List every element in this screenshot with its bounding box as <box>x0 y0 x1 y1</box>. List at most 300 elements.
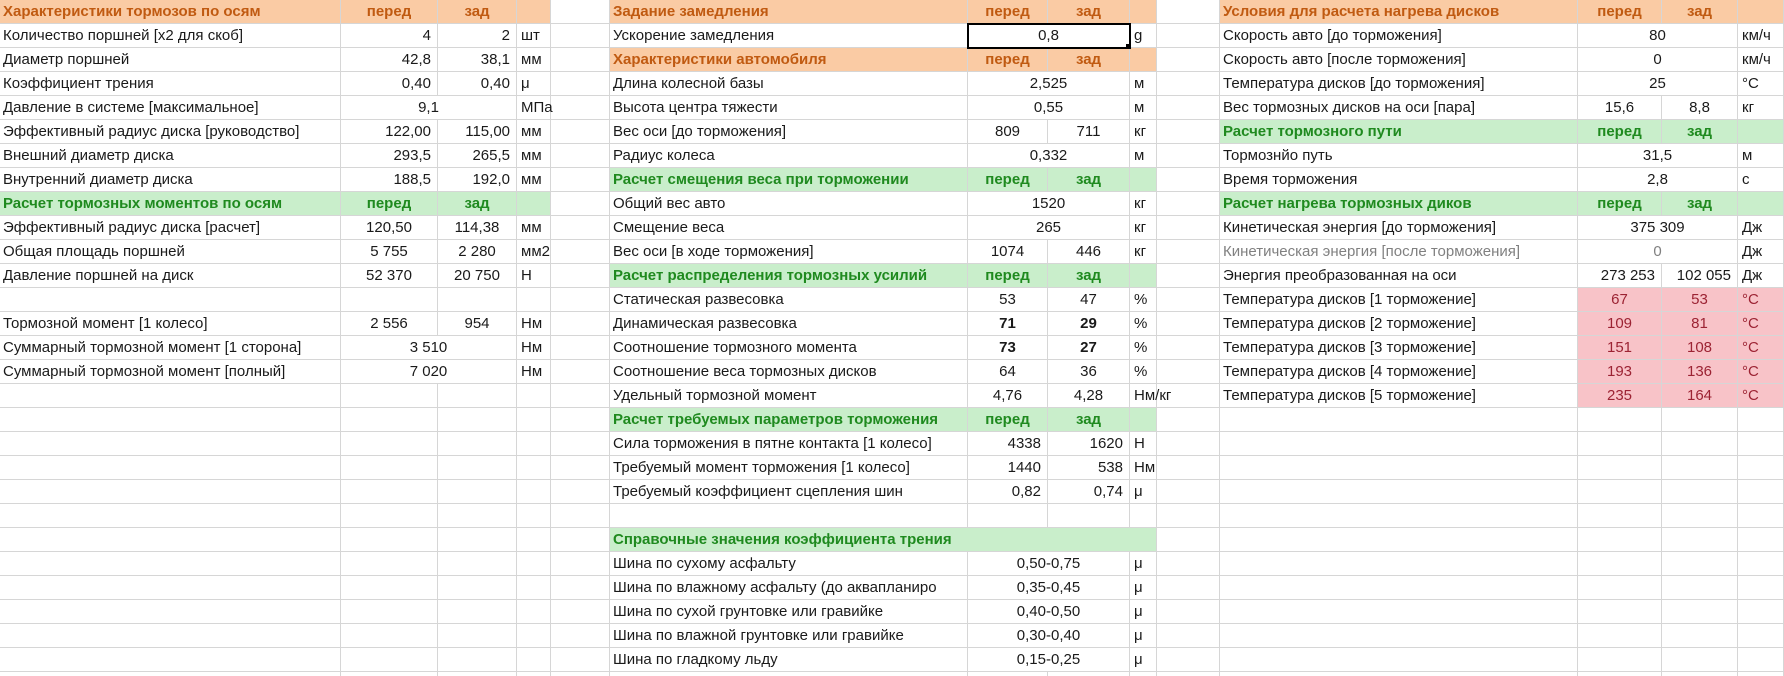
unit-cell[interactable]: кг <box>1738 96 1784 120</box>
row-label-cell[interactable]: Тормознйо путь <box>1220 144 1578 168</box>
value-merged-cell[interactable]: 265 <box>968 216 1130 240</box>
value-rear-cell[interactable]: 954 <box>438 312 517 336</box>
value-front-cell[interactable]: 4338 <box>968 432 1048 456</box>
row-label-cell[interactable]: Удельный тормозной момент <box>610 384 968 408</box>
empty-cell[interactable] <box>610 504 968 528</box>
empty-cell[interactable] <box>551 336 610 360</box>
empty-cell[interactable] <box>1157 672 1220 676</box>
unit-cell[interactable]: м <box>1130 96 1157 120</box>
value-front-cell[interactable]: 4,76 <box>968 384 1048 408</box>
value-front-cell[interactable]: 273 253 <box>1578 264 1662 288</box>
row-label-cell[interactable]: Соотношение веса тормозных дисков <box>610 360 968 384</box>
column-header-rear[interactable]: зад <box>1048 0 1130 24</box>
empty-cell[interactable] <box>1578 648 1662 672</box>
empty-cell[interactable] <box>1578 528 1662 552</box>
empty-cell[interactable] <box>1220 408 1578 432</box>
empty-cell[interactable] <box>438 600 517 624</box>
empty-cell[interactable] <box>1578 600 1662 624</box>
empty-cell[interactable] <box>341 600 438 624</box>
empty-cell[interactable] <box>1157 168 1220 192</box>
row-label-cell[interactable]: Температура дисков [5 торможение] <box>1220 384 1578 408</box>
empty-cell[interactable] <box>1578 576 1662 600</box>
empty-cell[interactable] <box>551 168 610 192</box>
empty-cell[interactable] <box>1048 504 1130 528</box>
empty-cell[interactable] <box>1662 552 1738 576</box>
empty-cell[interactable] <box>1157 576 1220 600</box>
section-header-cell[interactable]: Расчет нагрева тормозных диков <box>1220 192 1578 216</box>
empty-cell[interactable] <box>517 552 551 576</box>
section-header-cell[interactable]: Расчет распределения тормозных усилий <box>610 264 968 288</box>
empty-cell[interactable] <box>1157 648 1220 672</box>
empty-cell[interactable] <box>438 432 517 456</box>
row-label-cell[interactable]: Шина по влажной грунтовке или гравийке <box>610 624 968 648</box>
empty-cell[interactable] <box>1157 96 1220 120</box>
row-label-cell[interactable]: Общий вес авто <box>610 192 968 216</box>
empty-cell[interactable] <box>0 600 341 624</box>
empty-cell[interactable] <box>551 120 610 144</box>
row-label-cell[interactable]: Температура дисков [3 торможение] <box>1220 336 1578 360</box>
value-merged-cell[interactable]: 0 <box>1578 48 1738 72</box>
empty-cell[interactable] <box>0 480 341 504</box>
empty-cell[interactable] <box>551 528 610 552</box>
column-header-unit[interactable] <box>1130 264 1157 288</box>
empty-cell[interactable] <box>1578 432 1662 456</box>
value-front-cell[interactable]: 809 <box>968 120 1048 144</box>
value-merged-cell[interactable]: 2,8 <box>1578 168 1738 192</box>
column-header-front[interactable]: перед <box>1578 120 1662 144</box>
column-header-rear[interactable]: зад <box>438 0 517 24</box>
section-header-cell[interactable]: Задание замедления <box>610 0 968 24</box>
value-merged-cell[interactable]: 0,50-0,75 <box>968 552 1130 576</box>
row-label-cell[interactable]: Требуемый момент торможения [1 колесо] <box>610 456 968 480</box>
row-label-cell[interactable]: Эффективный радиус диска [руководство] <box>0 120 341 144</box>
row-label-cell[interactable]: Высота центра тяжести <box>610 96 968 120</box>
empty-cell[interactable] <box>341 552 438 576</box>
unit-cell[interactable]: °C <box>1738 288 1784 312</box>
empty-cell[interactable] <box>1662 432 1738 456</box>
empty-cell[interactable] <box>1157 600 1220 624</box>
empty-cell[interactable] <box>1220 576 1578 600</box>
empty-cell[interactable] <box>1157 336 1220 360</box>
unit-cell[interactable]: кг <box>1130 192 1157 216</box>
row-label-cell[interactable]: Шина по гладкому льду <box>610 648 968 672</box>
empty-cell[interactable] <box>1157 504 1220 528</box>
empty-cell[interactable] <box>1578 552 1662 576</box>
value-rear-cell[interactable]: 4,28 <box>1048 384 1130 408</box>
empty-cell[interactable] <box>1738 456 1784 480</box>
value-front-cell[interactable]: 5 755 <box>341 240 438 264</box>
value-front-cell[interactable]: 188,5 <box>341 168 438 192</box>
row-label-cell[interactable]: Диаметр поршней <box>0 48 341 72</box>
value-front-cell[interactable]: 120,50 <box>341 216 438 240</box>
value-merged-cell[interactable]: 1520 <box>968 192 1130 216</box>
value-rear-cell[interactable]: 29 <box>1048 312 1130 336</box>
value-merged-cell[interactable]: 0,30-0,40 <box>968 624 1130 648</box>
empty-cell[interactable] <box>1157 288 1220 312</box>
column-header-rear[interactable]: зад <box>1662 192 1738 216</box>
unit-cell[interactable]: м <box>1130 144 1157 168</box>
unit-cell[interactable]: Дж <box>1738 264 1784 288</box>
empty-cell[interactable] <box>551 72 610 96</box>
unit-cell[interactable]: Нм/кг <box>1130 384 1157 408</box>
value-merged-cell[interactable]: 0,55 <box>968 96 1130 120</box>
empty-cell[interactable] <box>1220 672 1578 676</box>
row-label-cell[interactable]: Длина колесной базы <box>610 72 968 96</box>
empty-cell[interactable] <box>1578 672 1662 676</box>
empty-cell[interactable] <box>551 144 610 168</box>
value-front-cell[interactable]: 1074 <box>968 240 1048 264</box>
empty-cell[interactable] <box>517 408 551 432</box>
empty-cell[interactable] <box>1157 48 1220 72</box>
empty-cell[interactable] <box>551 480 610 504</box>
value-front-cell[interactable]: 73 <box>968 336 1048 360</box>
unit-cell[interactable]: °C <box>1738 72 1784 96</box>
empty-cell[interactable] <box>1157 312 1220 336</box>
empty-cell[interactable] <box>438 648 517 672</box>
empty-cell[interactable] <box>1157 24 1220 48</box>
unit-cell[interactable]: мм <box>517 216 551 240</box>
unit-cell[interactable]: μ <box>1130 648 1157 672</box>
row-label-cell[interactable]: Общая площадь поршней <box>0 240 341 264</box>
section-header-cell[interactable]: Условия для расчета нагрева дисков <box>1220 0 1578 24</box>
empty-cell[interactable] <box>1578 456 1662 480</box>
empty-cell[interactable] <box>517 504 551 528</box>
empty-cell[interactable] <box>1662 648 1738 672</box>
value-rear-cell[interactable]: 38,1 <box>438 48 517 72</box>
column-header-front[interactable]: перед <box>1578 0 1662 24</box>
row-label-cell[interactable]: Суммарный тормозной момент [1 сторона] <box>0 336 341 360</box>
empty-cell[interactable] <box>1220 552 1578 576</box>
unit-cell[interactable]: μ <box>1130 600 1157 624</box>
column-header-unit[interactable] <box>1738 192 1784 216</box>
row-label-cell[interactable]: Смещение веса <box>610 216 968 240</box>
empty-cell[interactable] <box>1578 408 1662 432</box>
row-label-cell[interactable]: Внутренний диаметр диска <box>0 168 341 192</box>
row-label-cell[interactable]: Давление в системе [максимальное] <box>0 96 341 120</box>
empty-cell[interactable] <box>1157 144 1220 168</box>
empty-cell[interactable] <box>438 384 517 408</box>
empty-cell[interactable] <box>517 672 551 676</box>
value-front-cell[interactable]: 2 556 <box>341 312 438 336</box>
empty-cell[interactable] <box>1578 504 1662 528</box>
section-header-cell[interactable]: Справочные значения коэффициента трения <box>610 528 1157 552</box>
row-label-cell[interactable]: Температура дисков [до торможения] <box>1220 72 1578 96</box>
empty-cell[interactable] <box>1738 528 1784 552</box>
row-label-cell[interactable]: Температура дисков [2 торможение] <box>1220 312 1578 336</box>
column-header-front[interactable]: перед <box>968 0 1048 24</box>
value-rear-cell[interactable]: 265,5 <box>438 144 517 168</box>
empty-cell[interactable] <box>1157 216 1220 240</box>
unit-cell[interactable]: Н <box>517 264 551 288</box>
value-front-cell[interactable]: 15,6 <box>1578 96 1662 120</box>
value-front-cell[interactable]: 0,40 <box>341 72 438 96</box>
unit-cell[interactable]: Дж <box>1738 240 1784 264</box>
empty-cell[interactable] <box>1738 480 1784 504</box>
empty-cell[interactable] <box>551 24 610 48</box>
empty-cell[interactable] <box>438 456 517 480</box>
empty-cell[interactable] <box>341 456 438 480</box>
empty-cell[interactable] <box>1738 432 1784 456</box>
value-rear-cell[interactable]: 136 <box>1662 360 1738 384</box>
column-header-rear[interactable]: зад <box>1048 48 1130 72</box>
empty-cell[interactable] <box>551 192 610 216</box>
value-front-cell[interactable]: 109 <box>1578 312 1662 336</box>
column-header-front[interactable]: перед <box>1578 192 1662 216</box>
empty-cell[interactable] <box>1220 600 1578 624</box>
empty-cell[interactable] <box>517 624 551 648</box>
value-rear-cell[interactable]: 47 <box>1048 288 1130 312</box>
empty-cell[interactable] <box>551 624 610 648</box>
unit-cell[interactable]: g <box>1130 24 1157 48</box>
empty-cell[interactable] <box>438 288 517 312</box>
column-header-rear[interactable]: зад <box>438 192 517 216</box>
unit-cell[interactable]: шт <box>517 24 551 48</box>
empty-cell[interactable] <box>0 672 341 676</box>
empty-cell[interactable] <box>341 408 438 432</box>
empty-cell[interactable] <box>0 648 341 672</box>
empty-cell[interactable] <box>968 504 1048 528</box>
row-label-cell[interactable]: Ускорение замедления <box>610 24 968 48</box>
section-header-cell[interactable]: Расчет требуемых параметров торможения <box>610 408 968 432</box>
value-merged-cell[interactable]: 2,525 <box>968 72 1130 96</box>
row-label-cell[interactable]: Внешний диаметр диска <box>0 144 341 168</box>
empty-cell[interactable] <box>517 432 551 456</box>
value-merged-cell[interactable]: 31,5 <box>1578 144 1738 168</box>
empty-cell[interactable] <box>551 48 610 72</box>
empty-cell[interactable] <box>1738 600 1784 624</box>
empty-cell[interactable] <box>1738 576 1784 600</box>
empty-cell[interactable] <box>551 552 610 576</box>
row-label-cell[interactable]: Статическая развесовка <box>610 288 968 312</box>
unit-cell[interactable]: °C <box>1738 312 1784 336</box>
empty-cell[interactable] <box>610 672 968 676</box>
row-label-cell[interactable]: Динамическая развесовка <box>610 312 968 336</box>
value-rear-cell[interactable]: 1620 <box>1048 432 1130 456</box>
value-merged-cell[interactable]: 7 020 <box>341 360 517 384</box>
empty-cell[interactable] <box>1738 408 1784 432</box>
empty-cell[interactable] <box>341 672 438 676</box>
row-label-cell[interactable]: Шина по влажному асфальту (до аквапланиро <box>610 576 968 600</box>
empty-cell[interactable] <box>1738 672 1784 676</box>
unit-cell[interactable]: % <box>1130 312 1157 336</box>
unit-cell[interactable]: кг <box>1130 240 1157 264</box>
empty-cell[interactable] <box>1662 672 1738 676</box>
unit-cell[interactable]: μ <box>1130 576 1157 600</box>
empty-cell[interactable] <box>1662 624 1738 648</box>
column-header-unit[interactable] <box>1130 0 1157 24</box>
unit-cell[interactable]: мм <box>517 144 551 168</box>
value-front-cell[interactable]: 64 <box>968 360 1048 384</box>
row-label-cell[interactable]: Шина по сухой грунтовке или гравийке <box>610 600 968 624</box>
empty-cell[interactable] <box>551 360 610 384</box>
empty-cell[interactable] <box>517 288 551 312</box>
column-header-front[interactable]: перед <box>968 408 1048 432</box>
empty-cell[interactable] <box>1662 528 1738 552</box>
unit-cell[interactable]: МПа <box>517 96 551 120</box>
value-rear-cell[interactable]: 102 055 <box>1662 264 1738 288</box>
row-label-cell[interactable]: Тормозной момент [1 колесо] <box>0 312 341 336</box>
unit-cell[interactable]: Дж <box>1738 216 1784 240</box>
row-label-cell[interactable]: Шина по сухому асфальту <box>610 552 968 576</box>
row-label-cell[interactable]: Суммарный тормозной момент [полный] <box>0 360 341 384</box>
value-merged-cell[interactable]: 0 <box>1578 240 1738 264</box>
empty-cell[interactable] <box>1220 456 1578 480</box>
empty-cell[interactable] <box>341 432 438 456</box>
empty-cell[interactable] <box>1662 600 1738 624</box>
section-header-cell[interactable]: Расчет тормозного пути <box>1220 120 1578 144</box>
row-label-cell[interactable]: Сила торможения в пятне контакта [1 колесо] <box>610 432 968 456</box>
empty-cell[interactable] <box>1157 72 1220 96</box>
value-merged-cell[interactable]: 9,1 <box>341 96 517 120</box>
empty-cell[interactable] <box>517 384 551 408</box>
empty-cell[interactable] <box>438 672 517 676</box>
value-rear-cell[interactable]: 164 <box>1662 384 1738 408</box>
value-merged-cell[interactable]: 0,35-0,45 <box>968 576 1130 600</box>
unit-cell[interactable]: Н <box>1130 432 1157 456</box>
empty-cell[interactable] <box>551 456 610 480</box>
row-label-cell[interactable]: Вес оси [в ходе торможения] <box>610 240 968 264</box>
empty-cell[interactable] <box>968 672 1048 676</box>
unit-cell[interactable]: Нм <box>517 312 551 336</box>
empty-cell[interactable] <box>1738 504 1784 528</box>
unit-cell[interactable]: % <box>1130 288 1157 312</box>
unit-cell[interactable]: Нм <box>517 360 551 384</box>
row-label-cell[interactable]: Энергия преобразованная на оси <box>1220 264 1578 288</box>
unit-cell[interactable]: с <box>1738 168 1784 192</box>
empty-cell[interactable] <box>1662 408 1738 432</box>
empty-cell[interactable] <box>1157 360 1220 384</box>
empty-cell[interactable] <box>0 576 341 600</box>
empty-cell[interactable] <box>341 576 438 600</box>
empty-cell[interactable] <box>1578 480 1662 504</box>
section-header-cell[interactable]: Характеристики тормозов по осям <box>0 0 341 24</box>
value-rear-cell[interactable]: 81 <box>1662 312 1738 336</box>
empty-cell[interactable] <box>1220 624 1578 648</box>
section-header-cell[interactable]: Расчет смещения веса при торможении <box>610 168 968 192</box>
column-header-rear[interactable]: зад <box>1048 264 1130 288</box>
row-label-cell[interactable]: Давление поршней на диск <box>0 264 341 288</box>
value-merged-cell[interactable]: 375 309 <box>1578 216 1738 240</box>
empty-cell[interactable] <box>551 240 610 264</box>
column-header-rear[interactable]: зад <box>1662 120 1738 144</box>
empty-cell[interactable] <box>1130 504 1157 528</box>
unit-cell[interactable]: мм <box>517 168 551 192</box>
empty-cell[interactable] <box>1157 264 1220 288</box>
row-label-cell[interactable]: Эффективный радиус диска [расчет] <box>0 216 341 240</box>
row-label-cell[interactable]: Радиус колеса <box>610 144 968 168</box>
empty-cell[interactable] <box>1220 480 1578 504</box>
value-front-cell[interactable]: 293,5 <box>341 144 438 168</box>
row-label-cell[interactable]: Температура дисков [4 торможение] <box>1220 360 1578 384</box>
unit-cell[interactable]: км/ч <box>1738 48 1784 72</box>
empty-cell[interactable] <box>551 0 610 24</box>
empty-cell[interactable] <box>341 504 438 528</box>
unit-cell[interactable]: мм <box>517 48 551 72</box>
empty-cell[interactable] <box>341 288 438 312</box>
column-header-unit[interactable] <box>1738 0 1784 24</box>
value-front-cell[interactable]: 71 <box>968 312 1048 336</box>
empty-cell[interactable] <box>551 504 610 528</box>
unit-cell[interactable]: μ <box>1130 480 1157 504</box>
empty-cell[interactable] <box>1738 648 1784 672</box>
value-front-cell[interactable]: 67 <box>1578 288 1662 312</box>
value-front-cell[interactable]: 1440 <box>968 456 1048 480</box>
row-label-cell[interactable]: Скорость авто [после торможения] <box>1220 48 1578 72</box>
value-rear-cell[interactable]: 711 <box>1048 120 1130 144</box>
row-label-cell[interactable]: Время торможения <box>1220 168 1578 192</box>
empty-cell[interactable] <box>1738 552 1784 576</box>
empty-cell[interactable] <box>1738 624 1784 648</box>
value-rear-cell[interactable]: 36 <box>1048 360 1130 384</box>
empty-cell[interactable] <box>0 456 341 480</box>
column-header-unit[interactable] <box>1130 168 1157 192</box>
empty-cell[interactable] <box>1220 648 1578 672</box>
unit-cell[interactable]: °C <box>1738 336 1784 360</box>
column-header-unit[interactable] <box>517 192 551 216</box>
empty-cell[interactable] <box>438 624 517 648</box>
empty-cell[interactable] <box>0 288 341 312</box>
empty-cell[interactable] <box>0 432 341 456</box>
empty-cell[interactable] <box>1578 624 1662 648</box>
row-label-cell[interactable]: Вес тормозных дисков на оси [пара] <box>1220 96 1578 120</box>
section-header-cell[interactable]: Характеристики автомобиля <box>610 48 968 72</box>
empty-cell[interactable] <box>551 264 610 288</box>
empty-cell[interactable] <box>551 576 610 600</box>
empty-cell[interactable] <box>517 600 551 624</box>
unit-cell[interactable]: μ <box>1130 624 1157 648</box>
unit-cell[interactable]: м <box>1130 72 1157 96</box>
column-header-front[interactable]: перед <box>341 0 438 24</box>
value-front-cell[interactable]: 235 <box>1578 384 1662 408</box>
column-header-front[interactable]: перед <box>968 168 1048 192</box>
unit-cell[interactable]: мм <box>517 120 551 144</box>
unit-cell[interactable]: км/ч <box>1738 24 1784 48</box>
empty-cell[interactable] <box>1662 576 1738 600</box>
column-header-unit[interactable] <box>1130 48 1157 72</box>
unit-cell[interactable]: °C <box>1738 384 1784 408</box>
value-rear-cell[interactable]: 53 <box>1662 288 1738 312</box>
empty-cell[interactable] <box>517 456 551 480</box>
empty-cell[interactable] <box>517 576 551 600</box>
empty-cell[interactable] <box>0 384 341 408</box>
value-rear-cell[interactable]: 0,40 <box>438 72 517 96</box>
column-header-unit[interactable] <box>1130 408 1157 432</box>
value-rear-cell[interactable]: 538 <box>1048 456 1130 480</box>
empty-cell[interactable] <box>438 552 517 576</box>
unit-cell[interactable]: мм2 <box>517 240 551 264</box>
empty-cell[interactable] <box>1157 0 1220 24</box>
value-merged-cell[interactable]: 3 510 <box>341 336 517 360</box>
empty-cell[interactable] <box>1157 432 1220 456</box>
unit-cell[interactable]: кг <box>1130 216 1157 240</box>
value-merged-cell[interactable]: 80 <box>1578 24 1738 48</box>
value-front-cell[interactable]: 42,8 <box>341 48 438 72</box>
column-header-unit[interactable] <box>1738 120 1784 144</box>
unit-cell[interactable]: μ <box>517 72 551 96</box>
value-rear-cell[interactable]: 20 750 <box>438 264 517 288</box>
row-label-cell[interactable]: Кинетическая энергия [до торможения] <box>1220 216 1578 240</box>
value-rear-cell[interactable]: 8,8 <box>1662 96 1738 120</box>
empty-cell[interactable] <box>551 672 610 676</box>
empty-cell[interactable] <box>1157 384 1220 408</box>
empty-cell[interactable] <box>341 624 438 648</box>
row-label-cell[interactable]: Соотношение тормозного момента <box>610 336 968 360</box>
value-front-cell[interactable]: 151 <box>1578 336 1662 360</box>
empty-cell[interactable] <box>438 528 517 552</box>
empty-cell[interactable] <box>551 408 610 432</box>
value-merged-cell[interactable]: 25 <box>1578 72 1738 96</box>
empty-cell[interactable] <box>1157 456 1220 480</box>
